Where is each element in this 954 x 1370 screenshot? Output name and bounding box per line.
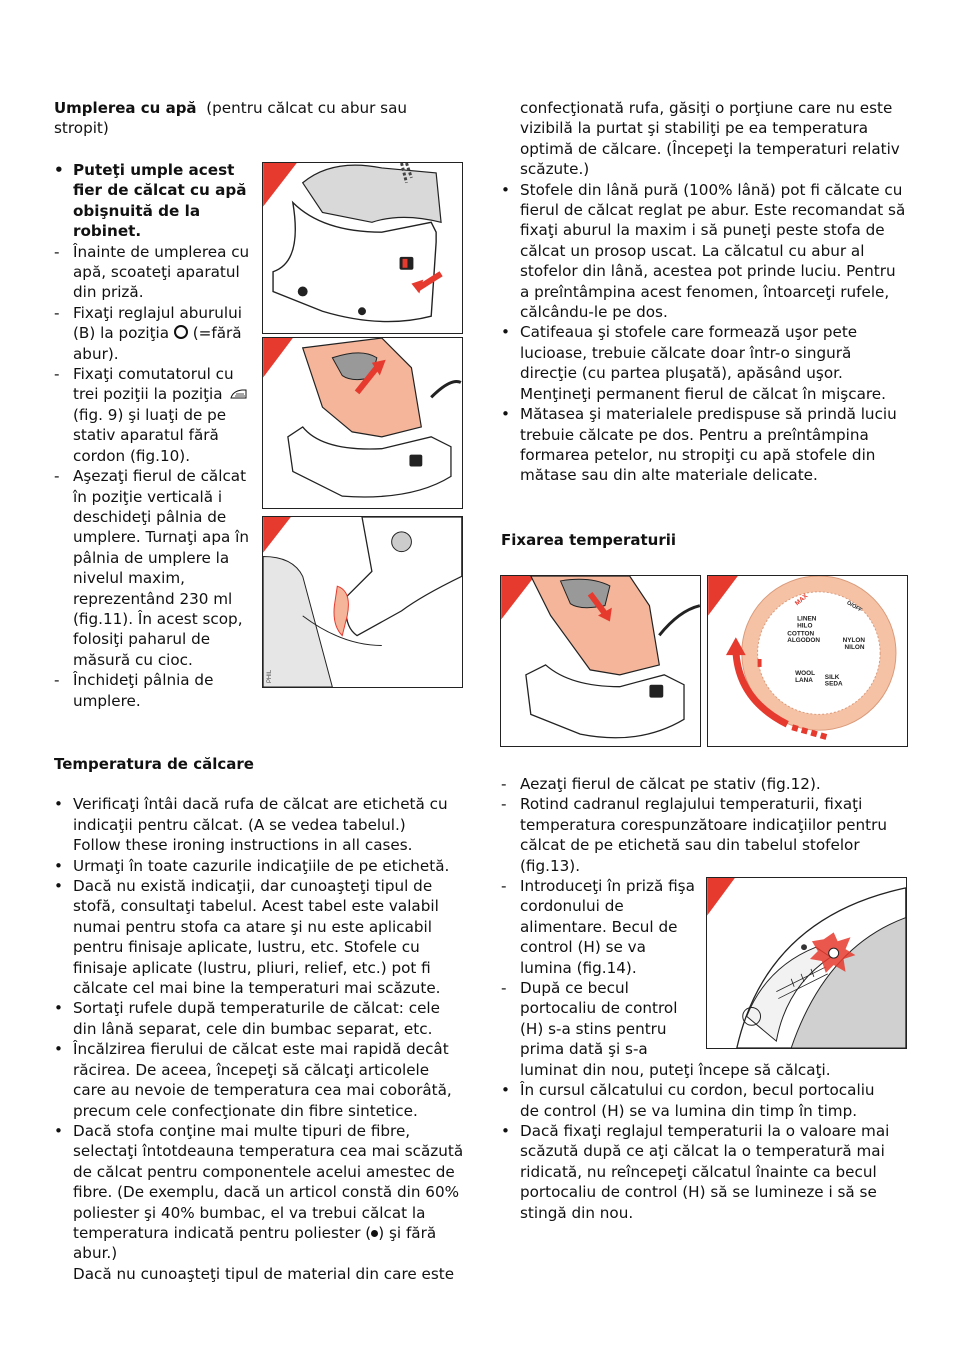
text: trei poziţii la poziţia [73, 385, 223, 404]
fix-temperature-heading: Fixarea temperaturii [501, 531, 677, 549]
line: Aezaţi fierul de călcat pe stativ (fig.12). [520, 775, 821, 793]
line [73, 384, 254, 404]
fill-bullet: • Puteţi umple acest fier de călcat cu apă obişnuită de la robinet. [54, 160, 254, 242]
step-plug-in: - Introduceţi în priză fişa cordonului de alimentare. Becul de control (H) se va lumina (fig.14). [501, 876, 911, 978]
line: pentru finisaje aplicate, lustru, etc. Stofele cu [73, 938, 420, 957]
line: alimentare. Becul de [520, 917, 678, 936]
line: mătase sau din alte materiale delicate. [520, 466, 818, 485]
line: Fixaţi reglajul aburului [73, 303, 242, 322]
iron-steam-control-illustration [263, 163, 462, 333]
line: confecţionată rufa, găsiţi o porţiune care nu este [520, 99, 893, 117]
line: Dacă nu cunoaşteţi tipul de material din care este [73, 1264, 455, 1283]
line: direcţie (cu partea pluşată), apăsând uşor. [520, 364, 843, 383]
line: Introduceţi în priză fişa [520, 877, 695, 896]
line: în poziţie verticală i [73, 487, 223, 506]
line: fixaţi aburul la maxim i să puneţi peste stofa de [520, 221, 885, 240]
fill-dash-steam-off: - Fixaţi reglajul aburului (B) la poziţia (=fără abur). [54, 303, 254, 364]
line: călcat un prosop uscat. La călcatul cu abur al [520, 241, 865, 260]
dial-nilon-label: NILON [844, 644, 865, 652]
dial-cotton-label: COTTON [787, 630, 815, 638]
text: ) şi fără [378, 1223, 437, 1242]
dial-seda-label: SEDA [824, 680, 843, 688]
ironing-temperature-section [54, 754, 464, 1284]
lower-temperature-bullet: • Dacă fixaţi reglajul temperaturii la o valoare mai scăzută după ce aţi călcat la o temperatură mai ridicată, nu reîncepeţi călcatul înainte ca becul portocaliu de control (H) să se lumineze i să se stingă din nou. [501, 1121, 911, 1223]
step-wait-light: - După ce becul portocaliu de control (H) s-a stins pentru prima dată şi s-a luminat din nou, puteţi începe să călcaţi. [501, 978, 911, 1080]
line: Menţineţi permanent fierul de călcat în mişcare. [520, 384, 886, 403]
dial-hilo-label: HILO [797, 622, 813, 630]
line: Verificaţi întâi dacă rufa de călcat are etichetă cu [73, 795, 448, 814]
line: stativ aparatul fără [73, 426, 219, 445]
line: Dacă fixaţi reglajul temperaturii la o valoare mai [520, 1121, 890, 1140]
line: Închideţi pâlnia de [73, 671, 214, 690]
line: stofelor din lână, acestea pot prinde luciu. Pentru [520, 262, 896, 281]
line: călcate cel mai bine la temperaturi mai scăzute. [73, 979, 441, 998]
line: Catifeaua şi stofele care formează uşor pete [520, 323, 858, 342]
temp-bullet-sort: • Sortaţi rufele după temperaturile de călcat: cele din lână separat, cele din bumbac separat, etc. [54, 998, 464, 1039]
fill-bullet-line: robinet. [73, 222, 142, 241]
temp-bullet-table: • Dacă nu există indicaţii, dar cunoaşteţi tipul de stofă, consultaţi tabelul. Acest tabel este valabil numai pentru stofa ca atare şi nu este aplicabil pentru finisaje aplicate, lustru, etc. Stofele cu finisaje aplicate (lustru, pliuri, relief, etc.) pot fi călcate cel mai bine la temperaturi mai scăzute. [54, 876, 464, 998]
figure-13-temperature-dial [707, 575, 908, 747]
velvet-bullet: • Catifeaua şi stofele care formează uşor pete lucioase, trebuie călcate doar într-o singură direcţie (cu partea pluşată), apăsând uşor. Menţineţi permanent fierul de călcat în mişcare. [501, 322, 911, 404]
wool-bullet: • Stofele din lână pură (100% lână) pot fi călcate cu fierul de călcat reglat pe abur. Este recomandat să fixaţi aburul la maxim i să puneţi peste stofa de călcat un prosop uscat. La călcatul cu abur al stofelor din lână, acestea pot prinde luciu. Pentru a preîntâmpina acest fenomen, întoarceţi rufele, călcându-le pe dos. [501, 180, 911, 323]
line: Încălzirea fierului de călcat este mai rapidă decât [73, 1040, 449, 1059]
line: cordonului de [520, 897, 624, 916]
text: temperatura indicată pentru poliester ( [73, 1223, 372, 1242]
corner-marker [708, 576, 738, 616]
fill-bullet-line: fier de călcat cu apă [73, 181, 247, 200]
line: Dacă nu există indicaţii, dar cunoaşteţi tipul de [73, 877, 433, 896]
dial-indicator [758, 659, 762, 667]
line: stofă, consultaţi tabelul. Acest tabel este valabil [73, 897, 439, 916]
figure-11-pour-water [262, 516, 463, 688]
temp-bullet-check-label: • Verificaţi întâi dacă rufa de călcat are etichetă cu indicaţii pentru călcat. (A se vedea tabelul.) Follow these ironing instructions in all cases. [54, 794, 464, 855]
iron-on-stand-illustration [501, 576, 700, 746]
line: măsură cu cioc. [73, 650, 193, 669]
line: numai pentru stofa ca atare şi nu este aplicabil [73, 917, 432, 936]
line: Stofele din lână pură (100% lână) pot fi călcate cu [520, 180, 903, 199]
line: trebuie călcate pe dos. Pentru a preîntâmpina [520, 425, 869, 444]
fill-dash-close: - Închideţi pâlnia de umplere. [54, 670, 254, 711]
fill-bullet-line: Puteţi umple acest [73, 161, 235, 179]
dial-algodon-label: ALGODON [787, 637, 820, 645]
line: prima dată şi s-a [520, 1040, 648, 1059]
line: fierul de călcat reglat pe abur. Este recomandat să [520, 201, 906, 220]
line: indicaţii pentru călcat. (A se vedea tabelul.) [73, 815, 406, 834]
line: Sortaţi rufele după temperaturile de călcat: cele [73, 999, 440, 1018]
pouring-water-illustration [263, 517, 462, 687]
line: cordon (fig.10). [73, 446, 191, 465]
line: luminat din nou, puteţi începe să călcaţi. [520, 1060, 831, 1079]
line: care au nevoie de temperatura cea mai coborâtă, [73, 1081, 452, 1100]
line: călcându-le pe dos. [520, 303, 668, 322]
line: Dacă stofa conţine mai multe tipuri de fibre, [73, 1121, 411, 1140]
line: din priză. [73, 283, 144, 302]
dial-wool-label: WOOL [795, 669, 816, 677]
line: (fig. 9) şi luaţi de pe [73, 405, 227, 424]
control-light [829, 948, 839, 958]
line: Înainte de umplerea cu [73, 242, 250, 261]
line: din lână separat, cele din bumbac separat, etc. [73, 1019, 433, 1038]
line: Fixaţi comutatorul cu [73, 365, 234, 384]
line: stingă din nou. [520, 1203, 634, 1222]
fill-heading: Umplerea cu apă [54, 99, 197, 117]
line: optimă de călcare. (Începeţi la temperaturi relativ [520, 139, 900, 158]
fill-heading-note: (pentru călcat cu abur sau stropit) [54, 99, 408, 138]
step-rotate-dial: - Rotind cadranul reglajului temperaturii, fixaţi temperatura corespunzătoare indicaţiilor pentru călcat de pe etichetă sau din tabelul stofelor (fig.13). [501, 794, 911, 876]
iron-on-stand-illustration [263, 338, 462, 508]
corner-marker [263, 338, 293, 378]
line: formarea petelor, nu stropiţi cu apă stofele din [520, 445, 876, 464]
corner-marker [707, 878, 735, 916]
line: lucioase, trebuie călcate doar într-o singură [520, 343, 852, 362]
line: selectaţi întotdeauna temperatura cea mai scăzută [73, 1142, 464, 1161]
line: ridicată, nu reîncepeţi călcatul înainte ca becul [520, 1162, 877, 1181]
control-light-illustration [707, 878, 906, 1048]
dial-max-label: MAX [793, 592, 810, 608]
dial-silk-label: SILK [824, 673, 840, 681]
corded-ironing-bullet: • În cursul călcatului cu cordon, becul portocaliu de control (H) se va lumina din timp în timp. [501, 1080, 911, 1121]
line: călcat de pe etichetă sau din tabelul stofelor [520, 836, 860, 855]
line: (fig.13). [520, 856, 581, 875]
temp-bullet-heating: • Încălzirea fierului de călcat este mai rapidă decât răcirea. De aceea, începeţi să călcaţi articolele care au nevoie de temperatura cea mai coborâtă, precum cele confecţionate din fibre sintetice. [54, 1039, 464, 1121]
corner-marker [263, 517, 291, 553]
fill-section-intro [54, 98, 454, 139]
line: de control (H) se va lumina din timp în timp. [520, 1101, 858, 1120]
line: a preîntâmpina acest fenomen, întoarceţi rufele, [520, 282, 890, 301]
line: temperatura corespunzătoare indicaţiilor pentru [520, 815, 887, 834]
line: fibre. (De exemplu, dacă un articol constă din 60% [73, 1183, 460, 1202]
line: (H) s-a stins pentru [520, 1019, 667, 1038]
corner-marker [501, 576, 535, 619]
line: răcirea. De aceea, începeţi să călcaţi articolele [73, 1060, 430, 1079]
line: Mătasea şi materialele predispuse să prindă luciu [520, 405, 897, 424]
temp-heading: Temperatura de călcare [54, 755, 254, 773]
corner-marker [263, 163, 297, 206]
fill-dash-unplug: - Înainte de umplerea cu apă, scoateţi aparatul din priză. [54, 242, 254, 303]
dial-lana-label: LANA [795, 676, 813, 684]
line: scăzute.) [520, 160, 590, 179]
dial-linen-label: LINEN [797, 615, 817, 623]
line: de călcat pentru componentele acelui amestec de [73, 1162, 455, 1181]
line: (fig.11). În acest scop, [73, 609, 243, 628]
line: pâlnia de umplere la [73, 548, 230, 567]
line: Rotind cadranul reglajului temperaturii, fixaţi [520, 795, 863, 814]
line: abur). [73, 344, 119, 363]
temp-bullet-mixed-fibres: • Dacă stofa conţine mai multe tipuri de fibre, selectaţi întotdeauna temperatura cea mai scăzută de călcat pentru componentele acelui amestec de fibre. (De exemplu, dacă un articol constă din 60% poliester şi 40% bumbac, el va trebui călcat la temperatura indicată pentru poliester ( ) şi fără abur.) Dacă nu cunoaşteţi tipul de material din care este [54, 1121, 464, 1283]
line: poliester şi 40% bumbac, el va trebui călcat la [73, 1203, 426, 1222]
steam-off-symbol-icon [174, 325, 188, 339]
line: portocaliu de control [520, 999, 678, 1018]
line: finisaje aplicate (lustru, pliuri, relief, etc.) pot fi [73, 958, 431, 977]
fill-bullet-line: obişnuită de la [73, 201, 201, 220]
continued-paragraph [501, 98, 911, 180]
temperature-dial-illustration [708, 576, 907, 746]
text: (B) la poziţia [73, 324, 170, 343]
line: După ce becul [520, 979, 629, 998]
temp-bullet-follow-label: • Urmaţi în toate cazurile indicaţiile de pe etichetă. [54, 856, 464, 876]
line: portocaliu de control (H) să se lumineze i să se [520, 1183, 877, 1202]
figure-14-control-light [706, 877, 907, 1049]
line: vizibilă la purtat şi stabiliţi pe ea temperatura [520, 119, 869, 138]
line: apă, scoateţi aparatul [73, 263, 240, 282]
line: control (H) se va [520, 938, 646, 957]
line: abur.) [73, 1244, 118, 1263]
fill-dash-switch: - Fixaţi comutatorul cu trei poziţii la poziţia (fig. 9) şi luaţi de pe stativ aparatul fără cordon (fig.10). [54, 364, 254, 466]
dial-nylon-label: NYLON [842, 637, 866, 645]
figure-10-lift-iron [262, 337, 463, 509]
brand-fragment: PHIL [267, 669, 274, 684]
cordless-iron-icon [230, 388, 248, 400]
step-place-iron: - Aezaţi fierul de călcat pe stativ (fig.12). [501, 774, 911, 794]
silk-bullet: • Mătasea şi materialele predispuse să prindă luciu trebuie călcate pe dos. Pentru a preîntâmpina formarea petelor, nu stropiţi cu apă stofele din mătase sau din alte materiale delicate. [501, 404, 911, 486]
dial-off-label: O/OFF [845, 600, 863, 614]
line: În cursul călcatului cu cordon, becul portocaliu [520, 1081, 875, 1100]
fill-dash-pour: - Aşezaţi fierul de călcat în poziţie verticală i deschideţi pâlnia de umplere. Turnaţi apa în pâlnia de umplere la nivelul maxim, reprezentând 230 ml (fig.11). În acest scop, folosiţi paharul de măsură cu cioc. [54, 466, 254, 670]
line: umplere. [73, 691, 141, 710]
line: deschideţi pâlnia de [73, 507, 227, 526]
line: nivelul maxim, [73, 569, 186, 588]
line: scăzută după ce aţi călcat la o temperatură mai [520, 1142, 885, 1161]
fabric-advice-section [501, 98, 911, 486]
line [73, 323, 254, 343]
line: Follow these ironing instructions in all cases. [73, 836, 413, 855]
line: umplere. Turnaţi apa în [73, 528, 249, 547]
line: Urmaţi în toate cazurile indicaţiile de pe etichetă. [73, 856, 450, 875]
line: Aşezaţi fierul de călcat [73, 467, 247, 486]
line: lumina (fig.14). [520, 958, 637, 977]
line: folosiţi paharul de [73, 630, 211, 649]
line: precum cele confecţionate din fibre sintetice. [73, 1101, 418, 1120]
figure-12-iron-on-stand [500, 575, 701, 747]
text: (=fără [192, 324, 242, 343]
line: reprezentând 230 ml [73, 589, 233, 608]
figure-9-steam-control [262, 162, 463, 334]
fill-instructions [54, 160, 254, 711]
line [73, 1223, 464, 1243]
